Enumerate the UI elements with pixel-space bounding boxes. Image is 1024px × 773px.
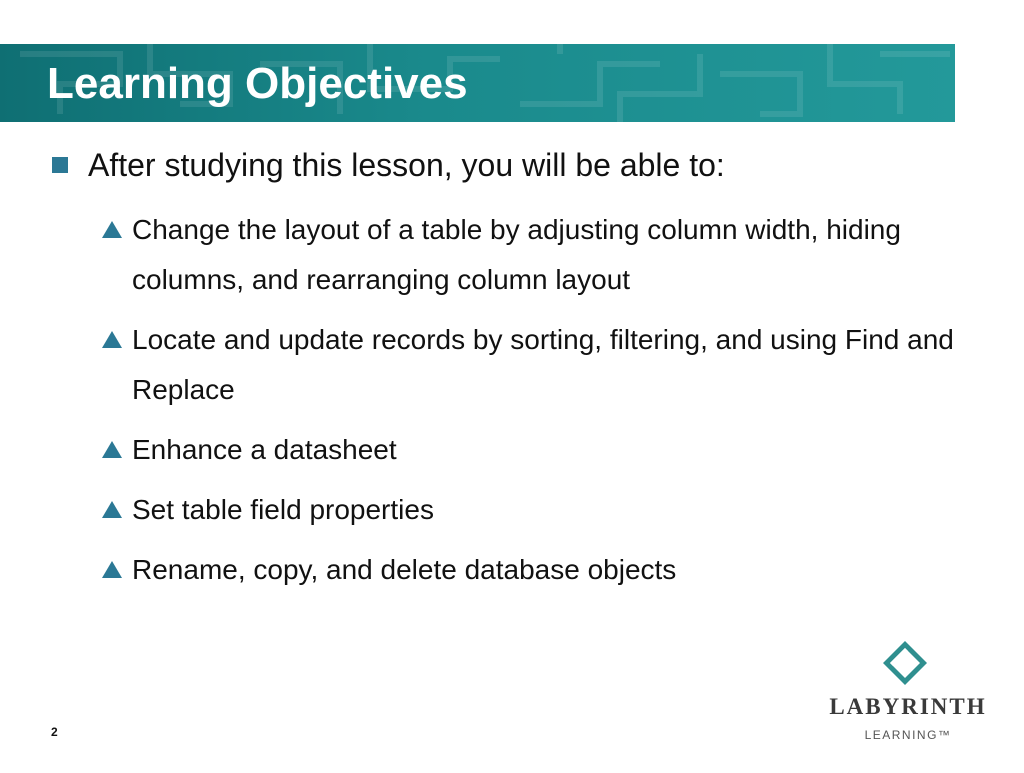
logo-name: LABYRINTH xyxy=(829,694,987,719)
objective-item xyxy=(102,425,982,475)
triangle-bullet-icon xyxy=(102,331,122,348)
title-band xyxy=(0,44,955,122)
square-bullet-icon xyxy=(52,157,68,173)
objective-item xyxy=(102,315,982,415)
objective-item xyxy=(102,545,982,595)
objectives-list xyxy=(102,205,982,605)
objective-text: Rename, copy, and delete database objects xyxy=(132,554,677,585)
objective-item xyxy=(102,205,982,305)
logo-subtitle: LEARNING™ xyxy=(864,728,952,742)
triangle-bullet-icon xyxy=(102,441,122,458)
labyrinth-logo xyxy=(818,640,998,750)
intro-bullet xyxy=(52,142,725,188)
intro-text: After studying this lesson, you will be able to: xyxy=(88,147,725,183)
objective-text: Enhance a datasheet xyxy=(132,434,397,465)
objective-text: Set table field properties xyxy=(132,494,434,525)
slide-title: Learning Objectives xyxy=(47,59,468,108)
triangle-bullet-icon xyxy=(102,501,122,518)
triangle-bullet-icon xyxy=(102,221,122,238)
diamond-logo-icon xyxy=(882,640,928,686)
objective-item xyxy=(102,485,982,535)
triangle-bullet-icon xyxy=(102,561,122,578)
objective-text: Locate and update records by sorting, filtering, and using Find and Replace xyxy=(132,324,954,405)
page-number: 2 xyxy=(51,725,58,739)
objective-text: Change the layout of a table by adjusting column width, hiding columns, and rearranging column layout xyxy=(132,214,901,295)
